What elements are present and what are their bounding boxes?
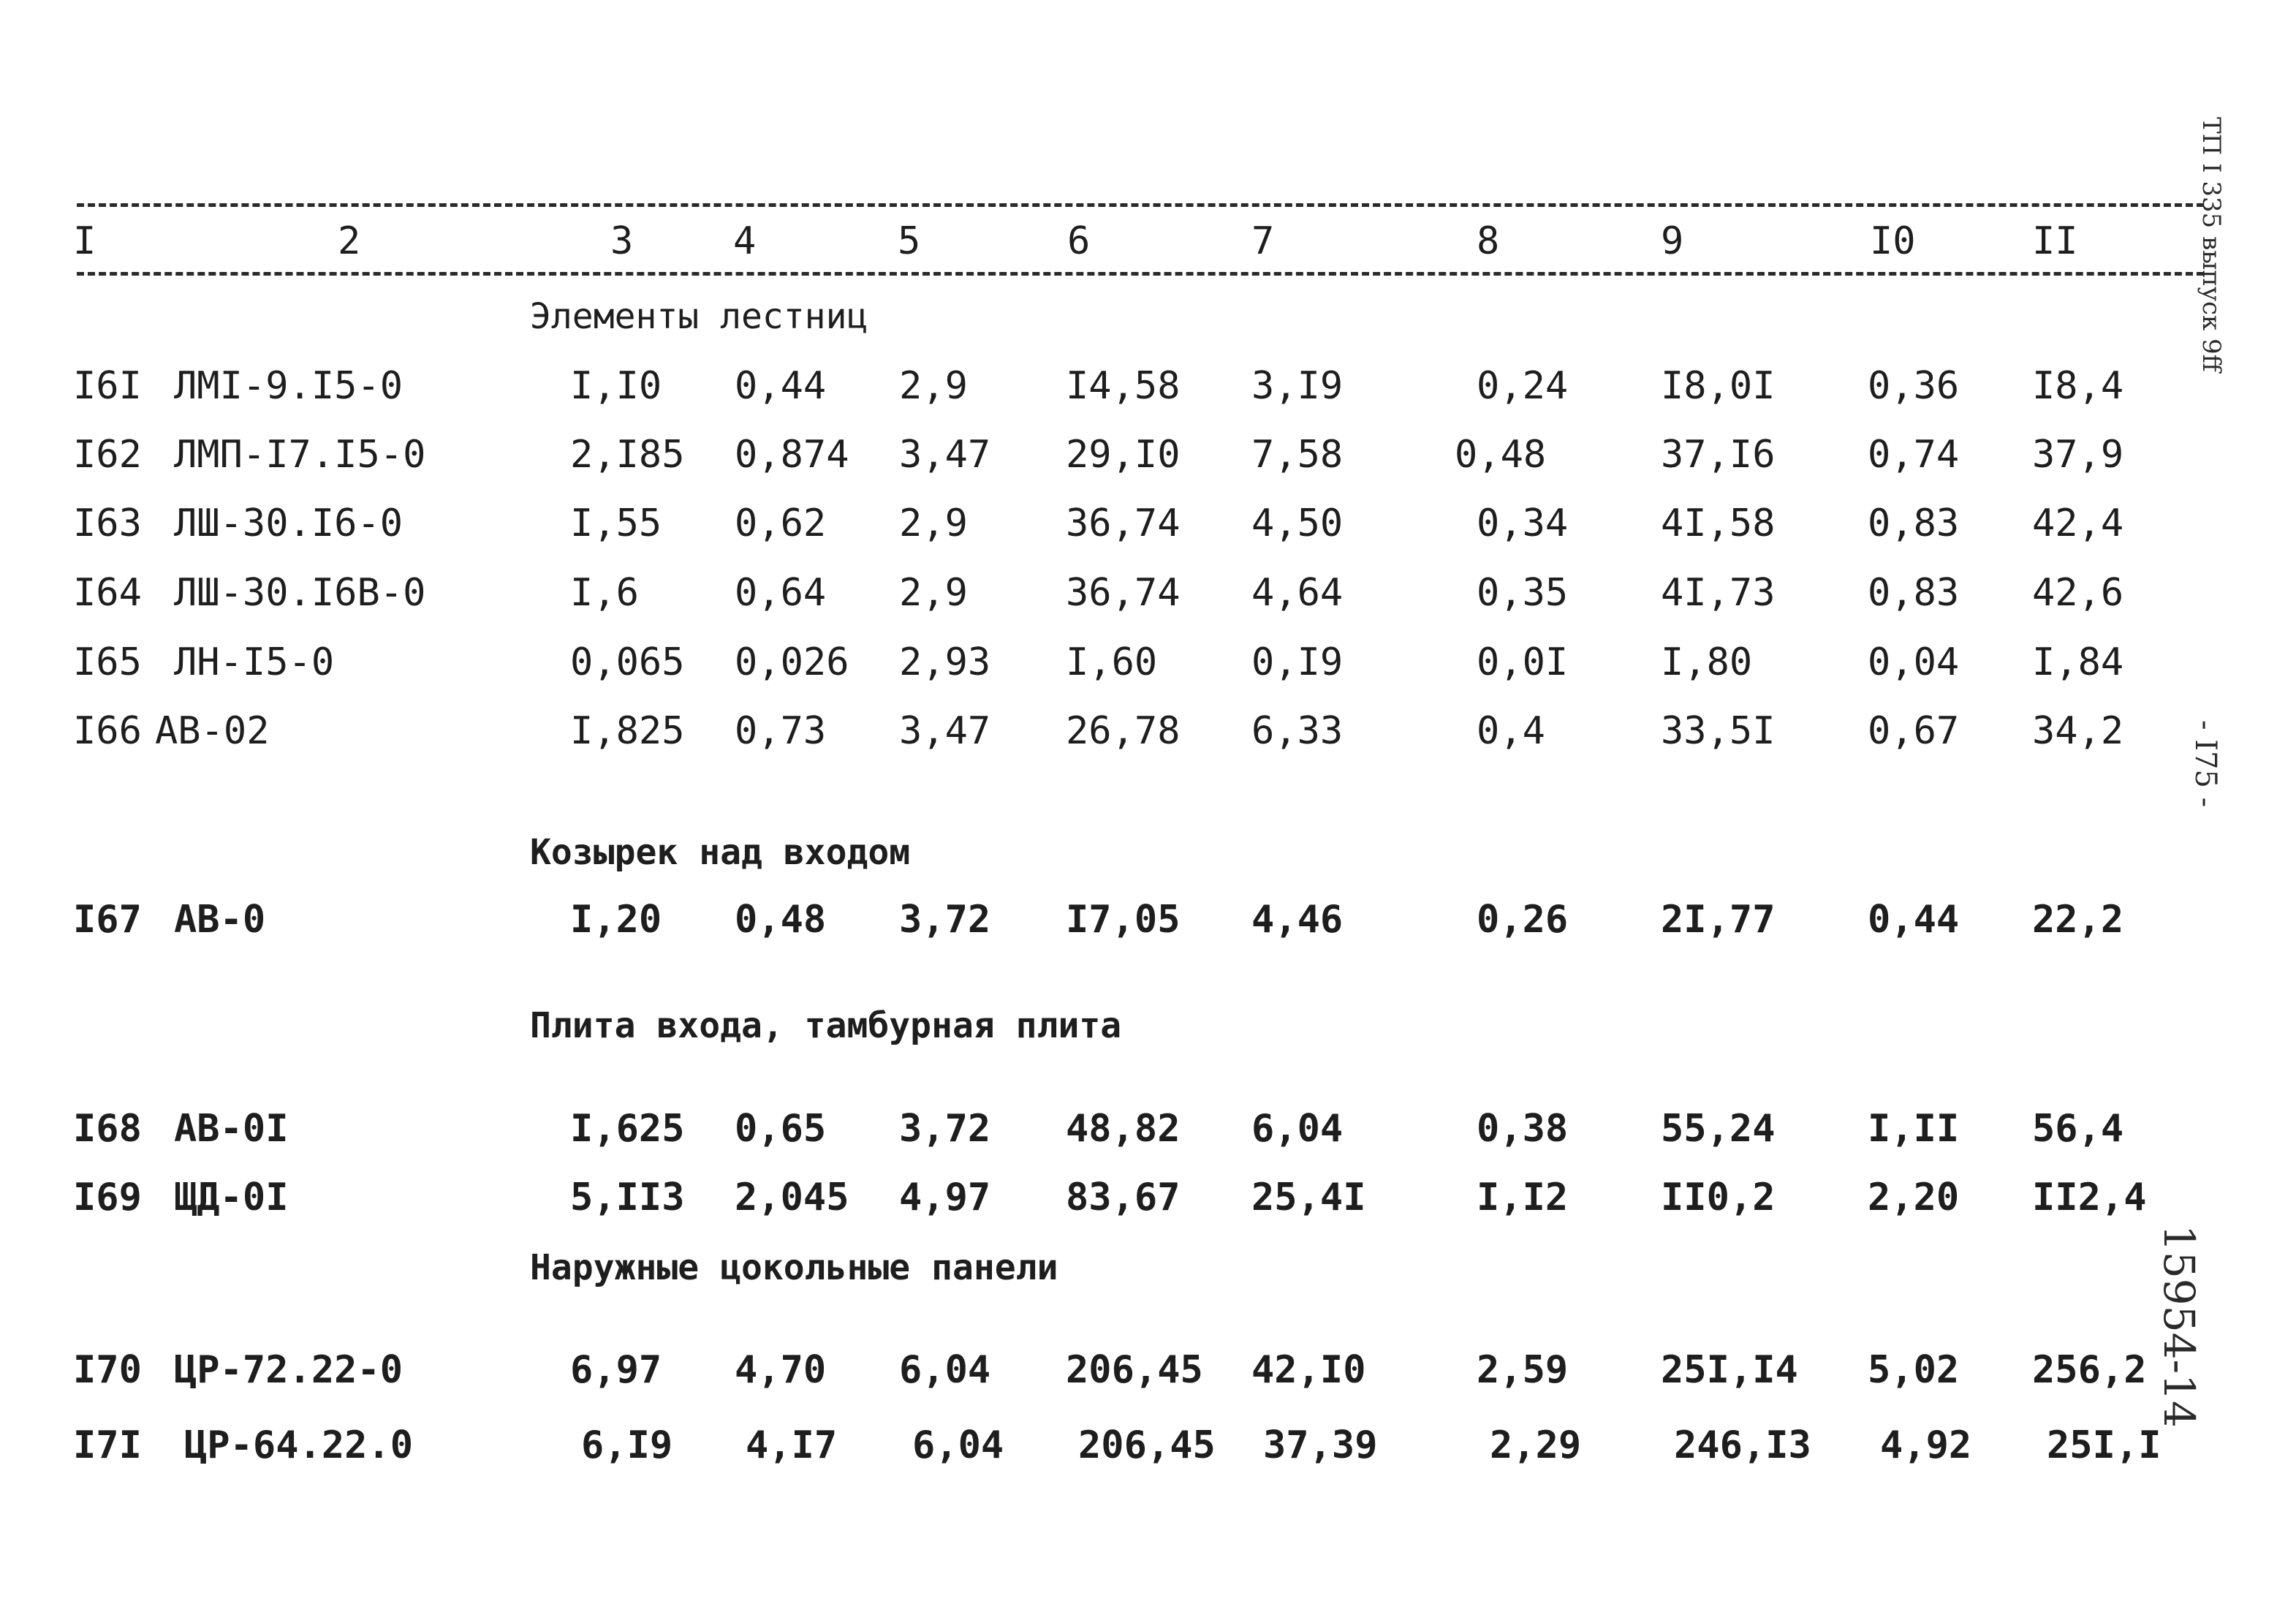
cell-col3: 6,I9 [581, 1423, 673, 1467]
cell-col6: 26,78 [1066, 709, 1181, 753]
cell-col4: 0,026 [735, 640, 849, 684]
document-code: 15954-14 [2154, 1225, 2204, 1428]
cell-col3: I,I0 [570, 364, 662, 408]
cell-col9: 25I,I4 [1661, 1348, 1798, 1392]
cell-col8: 2,29 [1490, 1423, 1582, 1467]
cell-col3: 5,II3 [570, 1176, 685, 1219]
cell-col6: 83,67 [1066, 1176, 1181, 1219]
section-title-canopy: Козырек над входом [530, 832, 911, 873]
cell-col7: 7,58 [1251, 433, 1344, 477]
col-header-3: 3 [610, 219, 634, 263]
cell-col8: 0,34 [1477, 502, 1569, 545]
cell-col3: 0,065 [570, 640, 685, 684]
table-row [0, 1107, 2296, 1158]
cell-col3: 2,I85 [570, 433, 685, 477]
cell-col3: I,55 [570, 502, 662, 545]
cell-col7: 4,46 [1251, 898, 1344, 942]
table-row [0, 1348, 2296, 1399]
table-row [0, 364, 2296, 415]
row-number: I66 [73, 709, 142, 753]
col-header-7: 7 [1251, 219, 1275, 263]
cell-col11: I8,4 [2032, 364, 2124, 408]
cell-col9: 37,I6 [1661, 433, 1776, 477]
cell-col8: 0,48 [1455, 433, 1547, 477]
cell-col10: 0,67 [1868, 709, 1960, 753]
cell-col10: 5,02 [1868, 1348, 1960, 1392]
cell-col8: 0,26 [1477, 898, 1569, 942]
cell-col8: 0,0I [1477, 640, 1569, 684]
cell-col5: 2,9 [899, 364, 968, 408]
cell-col7: 37,39 [1263, 1423, 1378, 1467]
col-header-8: 8 [1477, 219, 1500, 263]
cell-col7: 3,I9 [1251, 364, 1344, 408]
cell-col7: 4,50 [1251, 502, 1344, 545]
row-number: I68 [73, 1107, 142, 1151]
cell-col8: 0,38 [1477, 1107, 1569, 1151]
cell-col4: 0,874 [735, 433, 849, 477]
cell-col5: 3,72 [899, 1107, 991, 1151]
cell-col10: 0,44 [1868, 898, 1960, 942]
item-mark: ЦР-64.22.0 [184, 1423, 414, 1467]
cell-col10: I,II [1868, 1107, 1960, 1151]
cell-col6: 36,74 [1066, 571, 1181, 615]
cell-col7: 6,04 [1251, 1107, 1344, 1151]
row-number: I63 [73, 502, 142, 545]
item-mark: ЛМП-I7.I5-0 [174, 433, 426, 477]
cell-col3: I,625 [570, 1107, 685, 1151]
section-title-entrance-slab: Плита входа, тамбурная плита [530, 1005, 1122, 1046]
col-header-2: 2 [338, 219, 361, 263]
col-header-11: II [2032, 219, 2078, 263]
cell-col3: I,825 [570, 709, 685, 753]
cell-col9: II0,2 [1661, 1176, 1776, 1219]
cell-col6: 36,74 [1066, 502, 1181, 545]
col-header-6: 6 [1067, 219, 1091, 263]
cell-col9: 4I,73 [1661, 571, 1776, 615]
cell-col10: 2,20 [1868, 1176, 1960, 1219]
item-mark: АВ-0 [174, 898, 266, 942]
cell-col5: 3,47 [899, 433, 991, 477]
cell-col5: 3,47 [899, 709, 991, 753]
cell-col4: 4,I7 [746, 1423, 838, 1467]
table-row [0, 571, 2296, 622]
cell-col6: 206,45 [1066, 1348, 1203, 1392]
cell-col7: 42,I0 [1251, 1348, 1366, 1392]
item-mark: ЛМI-9.I5-0 [174, 364, 403, 408]
cell-col5: 4,97 [899, 1176, 991, 1219]
table-row [0, 709, 2296, 760]
cell-col11: 37,9 [2032, 433, 2124, 477]
cell-col6: I4,58 [1066, 364, 1181, 408]
page-number: - I75 - [2189, 720, 2222, 808]
table-row [0, 502, 2296, 553]
cell-col11: 256,2 [2032, 1348, 2147, 1392]
cell-col4: 0,65 [735, 1107, 827, 1151]
item-mark: АВ-0I [174, 1107, 289, 1151]
item-mark: АВ-02 [155, 709, 270, 753]
cell-col3: I,20 [570, 898, 662, 942]
cell-col9: 33,5I [1661, 709, 1776, 753]
cell-col8: 0,24 [1477, 364, 1569, 408]
cell-col11: 42,6 [2032, 571, 2124, 615]
row-number: I64 [73, 571, 142, 615]
item-mark: ЛН-I5-0 [174, 640, 335, 684]
cell-col3: I,6 [570, 571, 639, 615]
cell-col4: 0,73 [735, 709, 827, 753]
cell-col5: 2,9 [899, 571, 968, 615]
cell-col8: 2,59 [1477, 1348, 1569, 1392]
row-number: I69 [73, 1176, 142, 1219]
header-top-rule [77, 203, 2204, 207]
item-mark: ЛШ-30.I6В-0 [174, 571, 426, 615]
cell-col9: 246,I3 [1674, 1423, 1811, 1467]
cell-col7: 6,33 [1251, 709, 1344, 753]
cell-col8: 0,35 [1477, 571, 1569, 615]
cell-col10: 0,04 [1868, 640, 1960, 684]
row-number: I6I [73, 364, 142, 408]
cell-col5: 2,93 [899, 640, 991, 684]
cell-col9: I,80 [1661, 640, 1753, 684]
cell-col9: I8,0I [1661, 364, 1776, 408]
cell-col5: 2,9 [899, 502, 968, 545]
cell-col4: 2,045 [735, 1176, 849, 1219]
cell-col5: 6,04 [912, 1423, 1004, 1467]
cell-col10: 0,74 [1868, 433, 1960, 477]
table-row [0, 640, 2296, 692]
cell-col6: 29,I0 [1066, 433, 1181, 477]
cell-col9: 55,24 [1661, 1107, 1776, 1151]
table-row [0, 433, 2296, 484]
cell-col10: 0,36 [1868, 364, 1960, 408]
cell-col11: 22,2 [2032, 898, 2124, 942]
cell-col11: 42,4 [2032, 502, 2124, 545]
cell-col8: 0,4 [1477, 709, 1545, 753]
cell-col6: 48,82 [1066, 1107, 1181, 1151]
cell-col7: 25,4I [1251, 1176, 1366, 1219]
cell-col3: 6,97 [570, 1348, 662, 1392]
item-mark: ЛШ-30.I6-0 [174, 502, 403, 545]
col-header-10: I0 [1870, 219, 1916, 263]
cell-col11: 25I,I [2047, 1423, 2162, 1467]
cell-col10: 0,83 [1868, 502, 1960, 545]
header-bottom-rule [77, 272, 2204, 276]
cell-col4: 4,70 [735, 1348, 827, 1392]
cell-col8: I,I2 [1477, 1176, 1569, 1219]
cell-col7: 4,64 [1251, 571, 1344, 615]
col-header-4: 4 [733, 219, 757, 263]
col-header-5: 5 [898, 219, 921, 263]
item-mark: ЩД-0I [174, 1176, 289, 1219]
cell-col6: I,60 [1066, 640, 1158, 684]
row-number: I70 [73, 1348, 142, 1392]
table-row [0, 1423, 2296, 1475]
cell-col4: 0,48 [735, 898, 827, 942]
cell-col11: II2,4 [2032, 1176, 2147, 1219]
cell-col5: 3,72 [899, 898, 991, 942]
table-row [0, 898, 2296, 949]
section-title-plinth-panels: Наружные цокольные панели [530, 1247, 1058, 1288]
cell-col11: I,84 [2032, 640, 2124, 684]
cell-col11: 56,4 [2032, 1107, 2124, 1151]
row-number: I7I [73, 1423, 142, 1467]
cell-col7: 0,I9 [1251, 640, 1344, 684]
cell-col10: 4,92 [1880, 1423, 1972, 1467]
cell-col10: 0,83 [1868, 571, 1960, 615]
row-number: I65 [73, 640, 142, 684]
section-title-stairs: Элементы лестниц [530, 296, 868, 337]
cell-col6: 206,45 [1078, 1423, 1216, 1467]
item-mark: ЦР-72.22-0 [174, 1348, 403, 1392]
cell-col4: 0,64 [735, 571, 827, 615]
cell-col9: 2I,77 [1661, 898, 1776, 942]
row-number: I62 [73, 433, 142, 477]
cell-col4: 0,62 [735, 502, 827, 545]
cell-col5: 6,04 [899, 1348, 991, 1392]
margin-reference: ТП I 335 выпуск 9ff [2197, 117, 2226, 372]
cell-col6: I7,05 [1066, 898, 1181, 942]
cell-col11: 34,2 [2032, 709, 2124, 753]
row-number: I67 [73, 898, 142, 942]
cell-col9: 4I,58 [1661, 502, 1776, 545]
col-header-9: 9 [1661, 219, 1684, 263]
col-header-1: I [73, 219, 96, 263]
cell-col4: 0,44 [735, 364, 827, 408]
table-row [0, 1176, 2296, 1227]
